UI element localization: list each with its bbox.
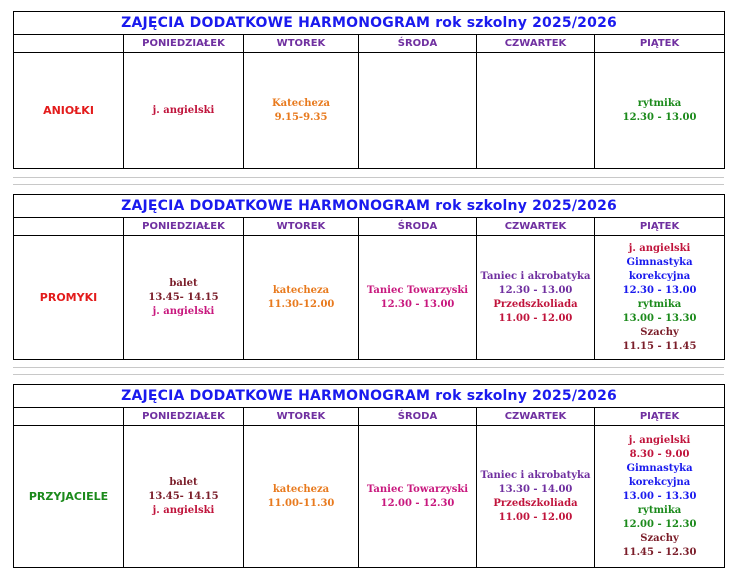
activity-line: 8.30 - 9.00 bbox=[629, 448, 690, 460]
day-thursday: CZWARTEK bbox=[477, 35, 595, 53]
day-monday: PONIEDZIAŁEK bbox=[124, 35, 244, 53]
activity-line: 9.15-9.35 bbox=[274, 111, 328, 123]
schedule-table bbox=[13, 384, 725, 568]
activity-line: 12.30 - 13.00 bbox=[622, 111, 697, 123]
activity-line: 13.45- 14.15 bbox=[148, 490, 219, 502]
activity-line: Szachy bbox=[640, 326, 679, 338]
schedule-cell bbox=[244, 53, 359, 169]
activity-line: j. angielski bbox=[628, 434, 691, 446]
activity-line: rytmika bbox=[637, 97, 682, 109]
activity-line: 11.00-11.30 bbox=[267, 497, 335, 509]
activity-line: Taniec i akrobatyka bbox=[480, 270, 591, 282]
day-friday: PIĄTEK bbox=[595, 408, 725, 426]
day-wednesday: ŚRODA bbox=[359, 35, 477, 53]
day-monday: PONIEDZIAŁEK bbox=[124, 408, 244, 426]
activity-line: 11.45 - 12.30 bbox=[622, 546, 697, 558]
schedule-cell bbox=[359, 53, 477, 169]
activity-line: 11.15 - 11.45 bbox=[622, 340, 697, 352]
activity-line: katecheza bbox=[272, 284, 330, 296]
activity-line: Szachy bbox=[640, 532, 679, 544]
activity-line: Przedszkoliada bbox=[493, 298, 578, 310]
schedule-block-promyki bbox=[13, 194, 724, 360]
schedule-cell bbox=[359, 236, 477, 360]
activity-line: 11.00 - 12.00 bbox=[498, 312, 573, 324]
block-separator bbox=[13, 177, 724, 185]
activity-line: Katecheza bbox=[271, 97, 331, 109]
days-header-row bbox=[14, 218, 725, 236]
activity-line: 12.30 - 13.00 bbox=[622, 284, 697, 296]
group-name: ANIOŁKI bbox=[14, 53, 124, 169]
schedule-block-aniolki bbox=[13, 11, 724, 169]
schedule-table bbox=[13, 11, 725, 169]
day-friday: PIĄTEK bbox=[595, 218, 725, 236]
schedule-cell bbox=[244, 426, 359, 568]
group-row bbox=[14, 53, 725, 169]
schedule-cell bbox=[124, 53, 244, 169]
activity-line: 12.00 - 12.30 bbox=[380, 497, 455, 509]
activity-line: 12.00 - 12.30 bbox=[622, 518, 697, 530]
schedule-cell bbox=[244, 236, 359, 360]
day-monday: PONIEDZIAŁEK bbox=[124, 218, 244, 236]
group-row bbox=[14, 426, 725, 568]
activity-line: rytmika bbox=[637, 298, 682, 310]
day-tuesday: WTOREK bbox=[244, 218, 359, 236]
activity-line: katecheza bbox=[272, 483, 330, 495]
activity-line: Przedszkoliada bbox=[493, 497, 578, 509]
activity-line: balet bbox=[169, 476, 198, 488]
group-row bbox=[14, 236, 725, 360]
day-tuesday: WTOREK bbox=[244, 35, 359, 53]
schedule-cell bbox=[477, 426, 595, 568]
activity-line: 12.30 - 13.00 bbox=[380, 298, 455, 310]
schedule-title: ZAJĘCIA DODATKOWE HARMONOGRAM rok szkolny 2025/2026 bbox=[14, 385, 725, 408]
schedule-cell bbox=[595, 236, 725, 360]
schedule-block-przyjaciele bbox=[13, 384, 724, 568]
day-friday: PIĄTEK bbox=[595, 35, 725, 53]
activity-line: 13.30 - 14.00 bbox=[498, 483, 573, 495]
schedule-cell bbox=[124, 426, 244, 568]
schedule-cell bbox=[477, 53, 595, 169]
schedule-cell bbox=[477, 236, 595, 360]
days-header-row bbox=[14, 35, 725, 53]
schedule-table bbox=[13, 194, 725, 360]
group-name: PRZYJACIELE bbox=[14, 426, 124, 568]
days-header-row bbox=[14, 408, 725, 426]
activity-line: 12.30 - 13.00 bbox=[498, 284, 573, 296]
activity-line: 13.00 - 13.30 bbox=[622, 490, 697, 502]
activity-line: Gimnastyka korekcyjna bbox=[626, 256, 693, 282]
activity-line: j. angielski bbox=[152, 104, 215, 116]
activity-line: balet bbox=[169, 277, 198, 289]
day-thursday: CZWARTEK bbox=[477, 408, 595, 426]
day-wednesday: ŚRODA bbox=[359, 408, 477, 426]
activity-line: 11.30-12.00 bbox=[267, 298, 335, 310]
group-name: PROMYKI bbox=[14, 236, 124, 360]
activity-line: j. angielski bbox=[152, 504, 215, 516]
day-wednesday: ŚRODA bbox=[359, 218, 477, 236]
schedule-title: ZAJĘCIA DODATKOWE HARMONOGRAM rok szkolny 2025/2026 bbox=[14, 195, 725, 218]
activity-line: j. angielski bbox=[628, 242, 691, 254]
activity-line: 11.00 - 12.00 bbox=[498, 511, 573, 523]
schedule-cell bbox=[595, 426, 725, 568]
day-tuesday: WTOREK bbox=[244, 408, 359, 426]
activity-line: rytmika bbox=[637, 504, 682, 516]
activity-line: Taniec Towarzyski bbox=[366, 483, 469, 495]
schedule-cell bbox=[124, 236, 244, 360]
schedule-cell bbox=[359, 426, 477, 568]
activity-line: Gimnastyka korekcyjna bbox=[626, 462, 693, 488]
activity-line: Taniec Towarzyski bbox=[366, 284, 469, 296]
day-thursday: CZWARTEK bbox=[477, 218, 595, 236]
schedule-title: ZAJĘCIA DODATKOWE HARMONOGRAM rok szkolny 2025/2026 bbox=[14, 12, 725, 35]
activity-line: 13.45- 14.15 bbox=[148, 291, 219, 303]
activity-line: 13.00 - 13.30 bbox=[622, 312, 697, 324]
schedule-cell bbox=[595, 53, 725, 169]
block-separator bbox=[13, 367, 724, 375]
activity-line: Taniec i akrobatyka bbox=[480, 469, 591, 481]
activity-line: j. angielski bbox=[152, 305, 215, 317]
